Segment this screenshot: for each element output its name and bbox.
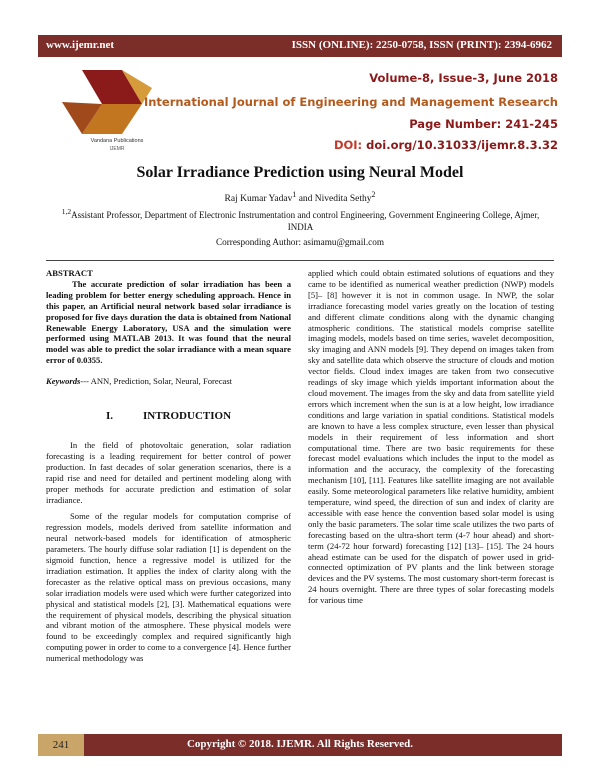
keywords — [46, 376, 291, 387]
copyright-text: Copyright © 2018. IJEMR. All Rights Reserved. — [186, 738, 414, 750]
keywords-label: Keywords--- — [46, 376, 89, 387]
doi-line — [334, 138, 558, 152]
left-column — [46, 268, 291, 664]
journal-url[interactable]: www.ijemr.net — [46, 39, 115, 51]
page-number-box — [38, 734, 84, 756]
logo-publisher: Vandana Publications — [90, 138, 144, 144]
header-divider — [46, 260, 554, 261]
intro-paragraph-1: In the field of photovoltaic generation, solar radiation forecasting is a leading requirement for better control of power production. In fast decades of solar generation scenarios, there is a rapid rise and need for detailed and pertinent modeling along with proper methods for accurate prediction and estimation of solar irradiance. — [46, 439, 291, 505]
footer-page-number: 241 — [52, 739, 70, 751]
affiliation-sup: 1,2 — [61, 207, 72, 216]
section-number: I. — [105, 410, 113, 423]
section-heading-introduction — [46, 411, 291, 422]
journal-name: International Journal of Engineering and Management Research — [143, 95, 558, 109]
abstract-heading: ABSTRACT — [46, 268, 93, 278]
logo-abbr: IJEMR — [109, 146, 125, 152]
affiliation — [48, 206, 553, 233]
doi-label: DOI: — [333, 138, 363, 152]
authors — [0, 190, 600, 204]
doi-value[interactable]: doi.org/10.31033/ijemr.8.3.32 — [366, 138, 558, 152]
author-1: Raj Kumar Yadav — [224, 194, 293, 205]
intro-paragraph-continued: applied which could obtain estimated solutions of equations and they came to be identified as numerical weather prediction (NWP) models [5]– [8] however it is not in common usage. In NWP, the solar irradiance forecasting model varies greatly on the location of testing and different climate conditions along with the dynamic changing atmospheric conditions. The statistical models comprise satellite imaging models, models based on time series, wavelet decomposition, sky imaging and ANN models [9]. They depend on images taken from sky and satellite data which observe the structure of clouds and motion vector fields. Cloud index images are taken from two consecutive readings of sky image which yields important information about the cloud movement. The images from the sky and data from satellite yield errors which increment when the sun is at a low height, low irradiance conditions and large variation in spatial conditions. Statistical models are known to have a less complex structure, even lesser than physical models in their requirement of less information and short computational time. There are two basic requirements for these forecast model evaluations which includes the input to the model as information and the accuracy, the complexity of the forecasting mechanism [10], [11]. Features like satellite imaging are not available easily. Some meteorological parameters like relative humidity, ambient temperature, wind speed, the direction of sun and index of clarity are accessible with ease hence the convention based solar model is using only the basic parameters. The solar time scale utilizes the two parts of forecasting based on the ultra-short term (4-7 hour ahead) and short-term (24-72 hour forward) forecasting [12] [13]– [15]. The 24 hours ahead estimate can be used for the dispatch of power used in grid-connected optimization of PV plants and the link between storage devices and the PV systems. The most customary short-term forecast is 24 hours overnight. There are three types of solar forecasting models for various time — [308, 268, 554, 606]
footer-bar — [38, 734, 562, 756]
author-2-sup: 2 — [371, 190, 376, 199]
keywords-list: ANN, Prediction, Solar, Neural, Forecast — [88, 376, 233, 387]
affiliation-text: Assistant Professor, Department of Electronic Instrumentation and control Engineering, Government Engineering College, Ajmer, INDIA — [71, 210, 540, 232]
paper-title: Solar Irradiance Prediction using Neural Model — [136, 164, 464, 181]
top-header-bar — [38, 35, 562, 57]
section-title: INTRODUCTION — [143, 410, 232, 423]
author-2: Nivedita Sethy — [314, 194, 372, 205]
authors-and: and — [296, 194, 315, 205]
intro-paragraph-2: Some of the regular models for computation comprise of regression models, models derived from satellite information and neural network-based models for identification of atmospheric parameters. The hourly diffuse solar radiation [1] is dependent on the sigmoid function, hence a regressive model is utilized for the irradiation estimation. It applies the index of clarity along with the forecaster as the relative optical mass on previous occasions, many solar irradiation models were used which were further categorized into physical and statistical models [2], [3]. Mathematical equations were the requirement of physical models, describing the physical situation and vibrant motion of the atmosphere. These physical models were found to be exceedingly complex and required significantly high computing power in order to come to a convergence [4]. Hence further numerical methodology was — [46, 511, 291, 664]
right-column — [308, 268, 554, 606]
volume-issue: Volume-8, Issue-3, June 2018 — [369, 71, 558, 85]
author-1-sup: 1 — [292, 190, 297, 199]
corresponding-author: Corresponding Author: asimamu@gmail.com — [216, 237, 384, 247]
page-number: Page Number: 241-245 — [409, 117, 558, 131]
abstract-body: The accurate prediction of solar irradiation has been a leading problem for better energy scheduling approach. Hence in this paper, an Artificial neural network based solar irradiance is proposed for five days duration the data is obtained from National Renewable Energy Laboratory, USA and the simulation were performed using MATLAB 2013. It was found that the neural model was able to predict the solar irradiance with a mean square error of 0.0355. — [46, 278, 291, 366]
issn-text: ISSN (ONLINE): 2250-0758, ISSN (PRINT): 2394-6962 — [291, 39, 552, 51]
